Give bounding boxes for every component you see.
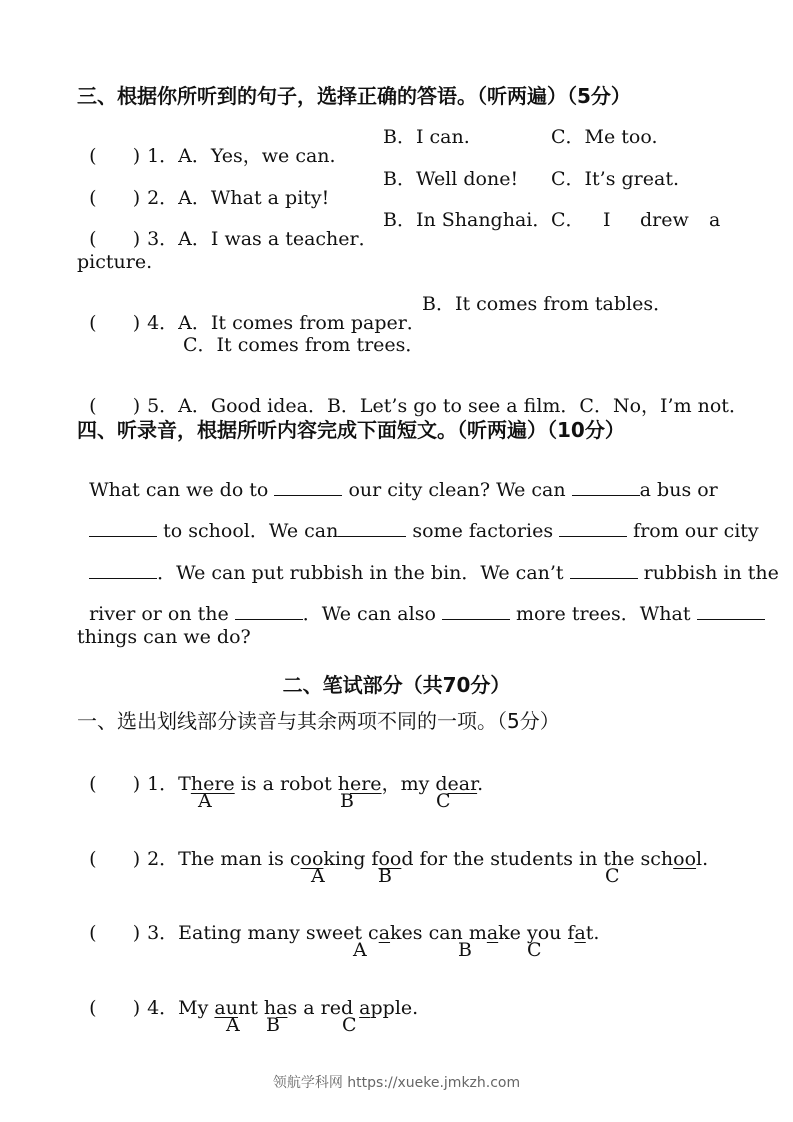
w-q2-label-b: B [378, 865, 392, 887]
section4-title: 四、听录音，根据所听内容完成下面短文。（听两遍）（10分） [77, 418, 625, 442]
s4-passage-line-4: river or on the ．We can also more trees．What [77, 586, 765, 624]
w-q1-label-c: C [436, 790, 451, 812]
answer-blank[interactable] [338, 522, 406, 537]
answer-blank[interactable] [697, 605, 765, 620]
s3-q4-option-b: B．It comes from tables． [422, 293, 673, 315]
w-question-3: ( ) 3．Eating many sweet cakes can make you fat. [89, 922, 600, 944]
answer-blank[interactable] [559, 522, 627, 537]
w-q4-label-b: B [266, 1014, 280, 1036]
s3-q2-option-c: C．It’s great. [551, 168, 679, 190]
answer-blank[interactable] [89, 522, 157, 537]
s3-q4-option-c: C．It comes from trees． [183, 334, 425, 356]
w-q1-label-b: B [340, 790, 354, 812]
w-q1-label-a: A [198, 790, 212, 812]
s3-q3-continuation: picture. [77, 251, 153, 273]
w-q2-label-a: A [311, 865, 325, 887]
s4-passage-line-2: to school．We can some factories from our city [77, 503, 759, 541]
s3-q1-option-b: B．I can. [383, 126, 470, 148]
s3-q3-word-drew: drew [640, 209, 689, 231]
section3-title: 三、根据你所听到的句子，选择正确的答语。（听两遍）（5分） [77, 84, 631, 108]
w-q3-label-b: B [458, 939, 472, 961]
s4-passage-line-3: ．We can put rubbish in the bin．We can’t rubbish in the [77, 545, 779, 583]
s3-q2-option-b: B．Well done! [383, 168, 519, 190]
s3-q1-option-c: C．Me too. [551, 126, 658, 148]
w-q2-label-c: C [605, 865, 620, 887]
s4-passage-line-1: What can we do to our city clean? We can a bus or [89, 479, 718, 501]
answer-blank[interactable] [442, 605, 510, 620]
answer-blank[interactable] [274, 481, 342, 496]
w-question-4: ( ) 4．My aunt has a red apple. [89, 997, 419, 1019]
s3-question-3: ( ) 3．A．I was a teacher． [89, 228, 378, 250]
written-section1-title: 一、选出划线部分读音与其余两项不同的一项。（5分） [77, 709, 560, 733]
answer-blank[interactable] [572, 481, 640, 496]
answer-blank[interactable] [89, 564, 157, 579]
written-part-title: 二、笔试部分（共70分） [282, 673, 511, 697]
s3-q3-word-a: a [709, 209, 721, 231]
page-footer: 领航学科网 https://xueke.jmkzh.com [272, 1075, 521, 1091]
w-q4-label-c: C [342, 1014, 357, 1036]
w-question-1: ( ) 1．There is a robot here，my dear. [89, 773, 484, 795]
s3-question-4: ( ) 4．A．It comes from paper． [89, 312, 426, 334]
s4-passage-line-5: things can we do? [77, 626, 251, 648]
w-question-2: ( ) 2．The man is cooking food for the students in the school. [89, 848, 709, 870]
answer-blank[interactable] [235, 605, 303, 620]
s3-question-5: ( ) 5．A．Good idea．B．Let’s go to see a film．C．No，I’m not． [89, 395, 748, 417]
s3-q3-option-c: C． [551, 209, 585, 231]
w-q3-label-a: A [353, 939, 367, 961]
w-q4-label-a: A [226, 1014, 240, 1036]
w-q3-label-c: C [527, 939, 542, 961]
s3-question-2: ( ) 2．A．What a pity! [89, 187, 330, 209]
answer-blank[interactable] [570, 564, 638, 579]
s3-question-1: ( ) 1．A．Yes，we can. [89, 145, 336, 167]
s3-q3-option-b: B．In Shanghai． [383, 209, 552, 231]
s3-q3-word-i: I [603, 209, 611, 231]
